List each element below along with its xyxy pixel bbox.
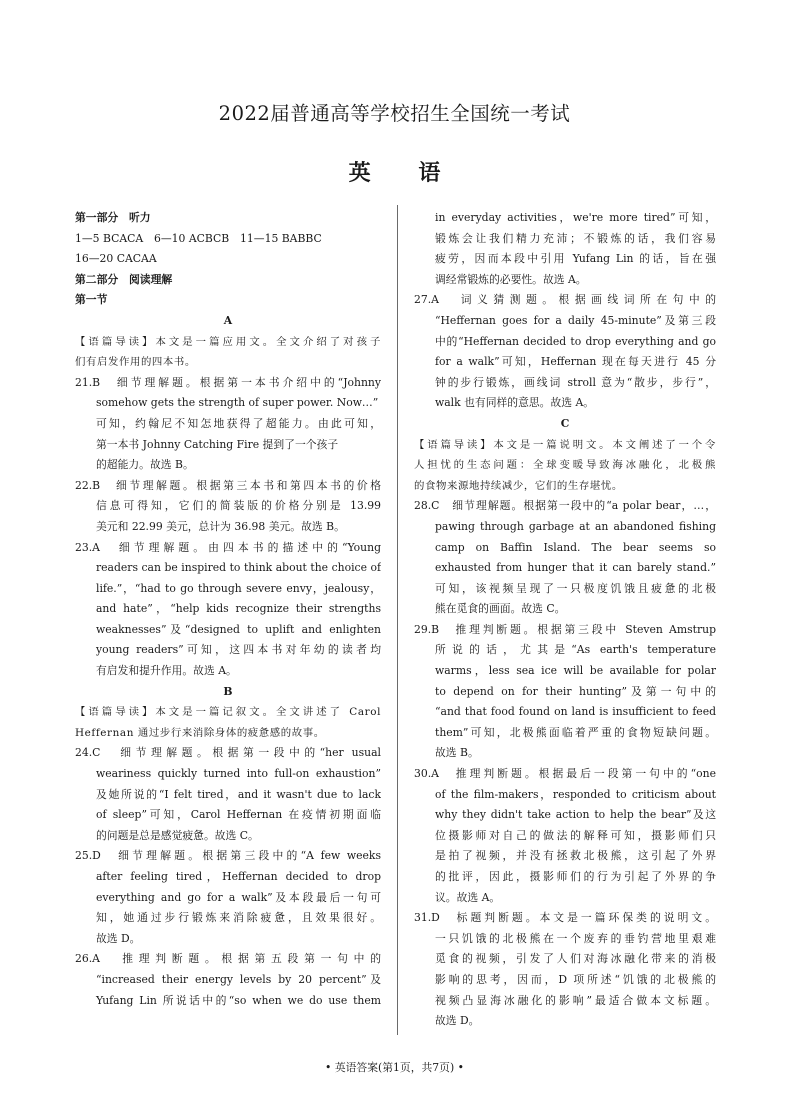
left-column-line: A [223, 313, 233, 327]
left-column-line: life.”，“had to go through severe envy，jealousy， [96, 581, 381, 595]
left-column [75, 208, 381, 1011]
left-column-line: everything and go for a walk”及本段最后一句可 [96, 890, 381, 904]
right-column-line: 中的“Heffernan decided to drop everything and go [435, 334, 716, 348]
right-column-line: “and that food found on land is insufficient to feed [435, 705, 716, 719]
left-column-line: 16—20 CACAA [75, 252, 157, 266]
right-column-line: 28.C 细节理解题。根据第一段中的“a polar bear，…， [414, 499, 716, 513]
left-column-line: 23.A 细节理解题。由四本书的描述中的“Young [75, 540, 381, 554]
right-column-line: 熊在觅食的画面。故选 C。 [435, 602, 566, 616]
left-column-line: of sleep”可知，Carol Heffernan 在疫情初期面临 [96, 808, 381, 822]
left-column-line: 25.D 细节理解题。根据第三段中的“A few weeks [75, 849, 381, 863]
left-column-line: 21.B 细节理解题。根据第一本书介绍中的“Johnny [75, 375, 381, 389]
page-footer: • 英语答案(第1页，共7页) • [325, 1061, 464, 1074]
left-column-line: 【语篇导读】本文是一篇应用文。全文介绍了对孩子 [75, 335, 381, 348]
left-column-line: 可知，约翰尼不知怎地获得了超能力。由此可知， [96, 416, 381, 430]
left-column-line: and hate”，“help kids recognize their strengths [96, 602, 381, 616]
right-column [414, 208, 716, 1032]
left-column-line: young readers”可知，这四本书对年幼的读者均 [96, 643, 381, 657]
right-column-line: camp on Baffin Island. The bear seems so [435, 540, 716, 554]
right-column-line: “Heffernan goes for a daily 45-minute”及第三段 [435, 313, 716, 327]
right-column-line: 所说的话，尤其是“As earth's temperature [435, 643, 716, 657]
left-column-line: 信息可得知，它们的简装版的价格分别是 13.99 [96, 499, 381, 513]
right-column-line: 钟的步行锻炼，画线词 stroll 意为“散步，步行”， [435, 375, 716, 389]
right-column-line: 一只饥饿的北极熊在一个废弃的垂钓营地里艰难 [435, 931, 716, 945]
subject-title: 英 语 [348, 160, 461, 186]
right-column-line: pawing through garbage at an abandoned fishing [435, 519, 716, 533]
left-column-line: 的超能力。故选 B。 [96, 458, 194, 472]
left-column-line: 第一节 [75, 293, 108, 307]
right-column-line: 可知，该视频呈现了一只极度饥饿且疲惫的北极 [435, 581, 716, 595]
left-column-line: Heffernan 通过步行来消除身体的疲惫感的故事。 [75, 726, 325, 739]
left-column-line: readers can be inspired to think about the choice of [96, 561, 381, 575]
right-column-line: 的批评，因此，摄影师们的行为引起了外界的争 [435, 870, 716, 883]
right-column-line: warms，less sea ice will be available for polar [435, 664, 716, 678]
right-column-line: 29.B 推理判断题。根据第三段中 Steven Amstrup [414, 622, 716, 636]
right-column-line: 视频凸显海冰融化的影响”最适合做本文标题。 [435, 993, 716, 1007]
left-column-line: 1—5 BCACA 6—10 ACBCB 11—15 BABBC [75, 231, 322, 245]
right-column-line: 疲劳，因而本段中引用 Yufang Lin 的话，旨在强 [435, 252, 716, 266]
right-column-line: of the film-makers，responded to criticism about [435, 787, 716, 801]
left-column-line: weariness quickly turned into full-on exhaustion” [96, 767, 381, 781]
left-column-line: 们有启发作用的四本书。 [75, 356, 196, 369]
right-column-line: exhausted from hunger that it can barely stand.” [435, 561, 716, 575]
right-column-line: walk 也有同样的意思。故选 A。 [435, 396, 595, 410]
right-column-line: C [560, 416, 570, 430]
right-column-line: 故选 B。 [435, 746, 479, 760]
left-column-line: “increased their energy levels by 20 percent”及 [96, 972, 381, 986]
column-divider [397, 205, 398, 1035]
right-column-line: 议。故选 A。 [435, 890, 501, 904]
right-column-line: 的食物来源地持续减少，它们的生存堪忧。 [414, 479, 623, 492]
exam-title: 2022届普通高等学校招生全国统一考试 [218, 102, 571, 125]
right-column-line: 影响的思考，因而，D 项所述“饥饿的北极熊的 [435, 972, 716, 986]
left-column-line: Yufang Lin 所说话中的“so when we do use them [96, 993, 381, 1007]
left-column-line: 22.B 细节理解题。根据第三本书和第四本书的价格 [75, 478, 381, 492]
left-column-line: 【语篇导读】本文是一篇记叙文。全文讲述了 Carol [75, 706, 381, 719]
right-column-line: 【语篇导读】本文是一篇说明文。本文阐述了一个令 [414, 438, 716, 451]
right-column-line: 位摄影师对自己的做法的解释可知，摄影师们只 [435, 828, 716, 842]
right-column-line: why they didn't take action to help the bear”及这 [435, 808, 716, 822]
left-column-line: somehow gets the strength of super power. Now…” [96, 396, 379, 410]
right-column-line: 27.A 词义猜测题。根据画线词所在句中的 [414, 293, 716, 307]
right-column-line: 锻炼会让我们精力充沛；不锻炼的话，我们容易 [435, 231, 716, 245]
left-column-line: 第二部分 阅读理解 [75, 272, 173, 286]
left-column-line: 及她所说的“I felt tired，and it wasn't due to lack [96, 787, 381, 801]
left-column-line: 第一部分 听力 [75, 211, 151, 224]
left-column-line: 的问题是总是感觉疲惫。故选 C。 [96, 828, 259, 842]
left-column-line: 故选 D。 [96, 931, 141, 945]
left-column-line: B [223, 684, 233, 698]
right-column-line: 调经常锻炼的必要性。故选 A。 [435, 272, 587, 286]
left-column-line: 有启发和提升作用。故选 A。 [96, 664, 237, 678]
right-column-line: for a walk”可知，Heffernan 现在每天进行 45 分 [435, 355, 716, 369]
left-column-line: 知，她通过步行锻炼来消除疲惫，且效果很好。 [96, 911, 381, 925]
left-column-line: 26.A 推理判断题。根据第五段第一句中的 [75, 952, 381, 966]
right-column-line: 30.A 推理判断题。根据最后一段第一句中的“one [414, 767, 716, 781]
right-column-line: in everyday activities，we're more tired”可知， [435, 211, 716, 224]
left-column-line: 第一本书 Johnny Catching Fire 提到了一个孩子 [96, 437, 339, 451]
left-column-line: 美元和 22.99 美元，总计为 36.98 美元。故选 B。 [96, 519, 345, 533]
right-column-line: 是拍了视频，并没有拯救北极熊，这引起了外界 [435, 849, 716, 863]
right-column-line: 觅食的视频，引发了人们对海冰融化带来的消极 [435, 952, 716, 966]
left-column-line: weaknesses”及“designed to uplift and enlighten [96, 622, 381, 636]
right-column-line: 故选 D。 [435, 1014, 480, 1028]
right-column-line: 31.D 标题判断题。本文是一篇环保类的说明文。 [414, 911, 716, 925]
right-column-line: 人担忧的生态问题：全球变暖导致海冰融化，北极熊 [414, 459, 716, 472]
left-column-line: after feeling tired，Heffernan decided to drop [96, 870, 381, 883]
right-column-line: them”可知，北极熊面临着严重的食物短缺问题。 [435, 725, 716, 739]
left-column-line: 24.C 细节理解题。根据第一段中的“her usual [75, 746, 381, 760]
right-column-line: to depend on for their hunting”及第一句中的 [435, 684, 716, 698]
